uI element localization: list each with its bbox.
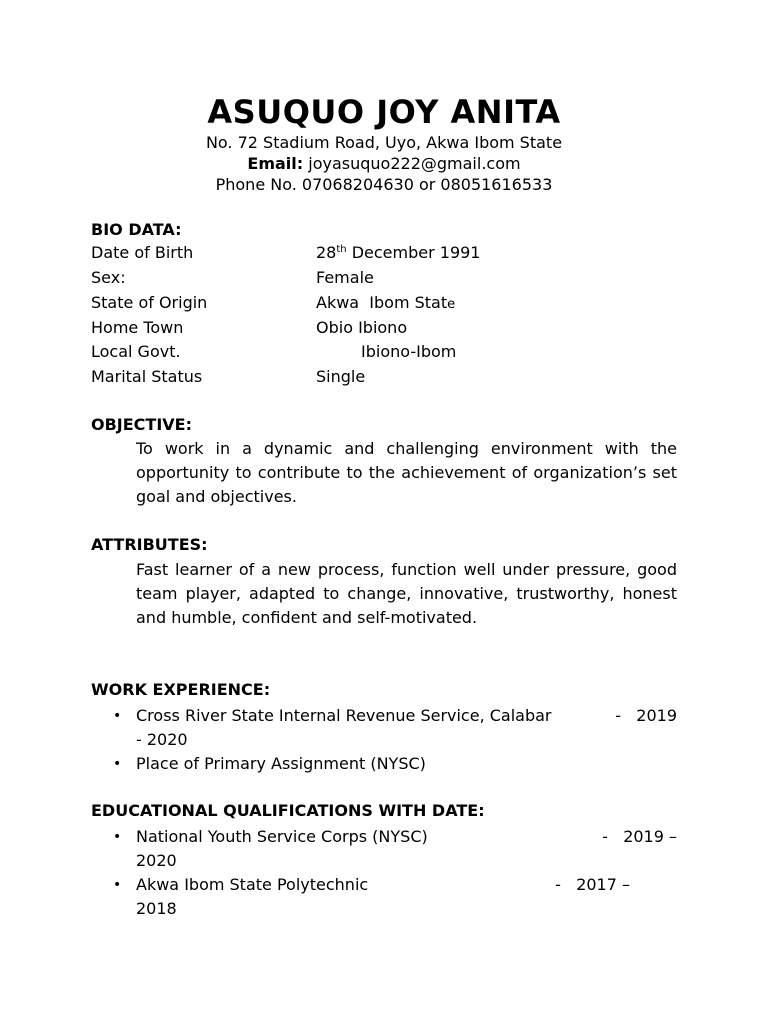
- education-item-date: - 2019 –: [602, 827, 677, 846]
- email-address: joyasuquo222@gmail.com: [308, 154, 521, 173]
- bio-label-local-govt: Local Govt.: [91, 342, 181, 361]
- bio-data-heading: BIO DATA:: [91, 220, 182, 239]
- bio-label-home-town: Home Town: [91, 318, 184, 337]
- education-heading: EDUCATIONAL QUALIFICATIONS WITH DATE:: [91, 801, 485, 820]
- work-item-date-continued: - 2020: [136, 730, 188, 749]
- bullet-icon: •: [113, 756, 122, 772]
- bio-value-dob: 28th December 1991: [316, 243, 481, 262]
- attributes-text: Fast learner of a new process, function well under pressure, good team player, adapted to change, innovative, trustworthy, honest and humble, confident and self-motivated.: [136, 560, 677, 627]
- bullet-icon: •: [113, 708, 122, 724]
- education-item-text: Akwa Ibom State Polytechnic: [136, 875, 369, 894]
- education-item-date-continued: 2018: [136, 899, 177, 918]
- bio-value-home-town: Obio Ibiono: [316, 318, 408, 337]
- bullet-icon: •: [113, 877, 122, 893]
- bullet-icon: •: [113, 829, 122, 845]
- objective-heading: OBJECTIVE:: [91, 415, 192, 434]
- applicant-name: ASUQUO JOY ANITA: [207, 93, 561, 131]
- bio-value-sex: Female: [316, 268, 374, 287]
- education-item: [136, 873, 677, 921]
- education-item: [136, 825, 677, 873]
- email-line: [0, 154, 768, 174]
- bio-value-local-govt: Ibiono-Ibom: [361, 342, 457, 361]
- bio-value-marital-status: Single: [316, 367, 366, 386]
- address-line: No. 72 Stadium Road, Uyo, Akwa Ibom State: [205, 133, 563, 152]
- work-item: [136, 752, 677, 776]
- objective-text: To work in a dynamic and challenging environment with the opportunity to contribute to the achievement of organization’s set goal and objectives.: [136, 439, 677, 506]
- work-experience-heading: WORK EXPERIENCE:: [91, 680, 271, 699]
- email-label: Email:: [247, 154, 304, 173]
- phone-line: Phone No. 07068204630 or 08051616533: [215, 175, 553, 194]
- work-item-text: Cross River State Internal Revenue Service, Calabar: [136, 706, 552, 725]
- bio-label-marital-status: Marital Status: [91, 367, 203, 386]
- bio-label-sex: Sex:: [91, 268, 126, 287]
- attributes-heading: ATTRIBUTES:: [91, 535, 208, 554]
- bio-value-state-of-origin: Akwa Ibom State: [316, 293, 456, 312]
- bio-label-state-of-origin: State of Origin: [91, 293, 208, 312]
- education-item-text: National Youth Service Corps (NYSC): [136, 827, 428, 846]
- education-item-date: - 2017 –: [555, 875, 630, 894]
- work-item-text: Place of Primary Assignment (NYSC): [136, 754, 426, 773]
- work-item: [136, 704, 677, 752]
- bio-label-dob: Date of Birth: [91, 243, 194, 262]
- work-item-date: - 2019: [615, 706, 677, 725]
- education-item-date-continued: 2020: [136, 851, 177, 870]
